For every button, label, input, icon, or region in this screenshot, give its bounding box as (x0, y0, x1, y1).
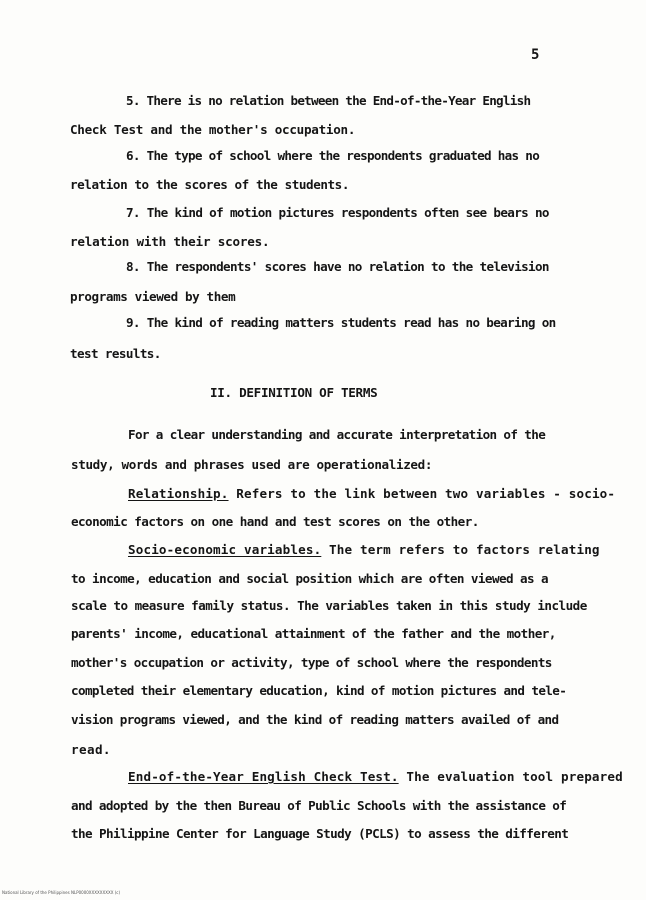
term-socio-economic: Socio-economic variables. (128, 542, 322, 557)
section-heading: II. DEFINITION OF TERMS (210, 385, 378, 400)
text-line-19: mother's occupation or activity, type of school where the respondents (71, 655, 552, 670)
term-relationship: Relationship. (128, 486, 229, 501)
term-check-test: End-of-the-Year English Check Test. (128, 769, 399, 784)
text-line-21: vision programs viewed, and the kind of reading matters availed of and (71, 712, 559, 727)
text-line-24: and adopted by the then Bureau of Public Schools with the assistance of (71, 798, 567, 813)
text-line-9: 9. The kind of reading matters students read has no bearing on (126, 315, 556, 330)
definition-text: The evaluation tool prepared (398, 769, 623, 784)
definition-socio-economic (128, 542, 600, 558)
text-line-7: 8. The respondents' scores have no relation to the television (126, 259, 549, 274)
text-line-6: relation with their scores. (70, 234, 270, 249)
text-line-22: read. (71, 742, 111, 757)
definition-relationship (128, 486, 615, 502)
text-line-8: programs viewed by them (70, 289, 236, 304)
text-line-12: study, words and phrases used are operationalized: (71, 457, 433, 472)
text-line-16: to income, education and social position which are often viewed as a (71, 571, 549, 586)
text-line-1: 5. There is no relation between the End-of-the-Year English (126, 93, 531, 108)
text-line-2: Check Test and the mother's occupation. (70, 122, 356, 137)
text-line-17: scale to measure family status. The variables taken in this study include (71, 598, 587, 613)
text-line-3: 6. The type of school where the respondents graduated has no (126, 148, 540, 163)
text-line-18: parents' income, educational attainment of the father and the mother, (71, 626, 556, 641)
page-number: 5 (531, 47, 540, 63)
scan-footer: National Library of the Philippines NLP0000XXXXXXXXX (c) (2, 890, 121, 895)
text-line-4: relation to the scores of the students. (70, 177, 349, 192)
text-line-25: the Philippine Center for Language Study (PCLS) to assess the different (71, 826, 569, 841)
text-line-14: economic factors on one hand and test scores on the other. (71, 514, 479, 529)
definition-text: The term refers to factors relating (321, 542, 600, 557)
definition-text: Refers to the link between two variables - socio- (228, 486, 616, 501)
text-line-20: completed their elementary education, kind of motion pictures and tele- (71, 683, 567, 698)
text-line-11: For a clear understanding and accurate interpretation of the (128, 427, 546, 442)
definition-check-test (128, 769, 623, 785)
text-line-10: test results. (70, 346, 161, 361)
text-line-5: 7. The kind of motion pictures respondents often see bears no (126, 205, 549, 220)
